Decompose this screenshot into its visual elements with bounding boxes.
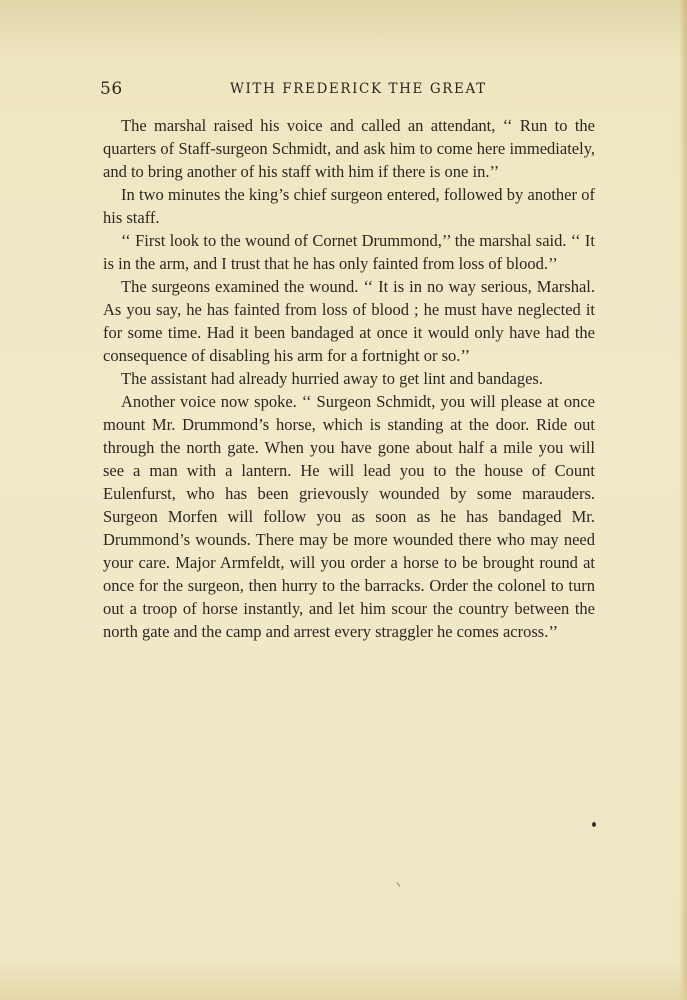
ink-speck <box>592 822 596 827</box>
page-number: 56 <box>100 79 123 99</box>
paragraph-3: ‘‘ First look to the wound of Cornet Drummond,’’ the marshal said. ‘‘ It is in the arm, and I trust that he has only fainted from loss of blood.’’ <box>103 231 595 273</box>
page-shading-top <box>0 0 687 60</box>
running-head: WITH FREDERICK THE GREAT <box>230 81 487 97</box>
paragraph-1: The marshal raised his voice and called an attendant, ‘‘ Run to the quarters of Staff-surgeon Schmidt, and ask him to come here immediately, and to bring another of his staff with him if there is one in.’’ <box>103 116 595 181</box>
page-edge-right <box>679 0 687 1000</box>
body-text <box>103 114 595 643</box>
paragraph-5: The assistant had already hurried away to get lint and bandages. <box>121 369 543 388</box>
ink-mark <box>397 882 401 886</box>
paragraph-2: In two minutes the king’s chief surgeon entered, followed by another of his staff. <box>103 185 595 227</box>
paragraph-4: The surgeons examined the wound. ‘‘ It is in no way serious, Marshal. As you say, he has fainted from loss of blood ; he must have neglected it for some time. Had it been bandaged at once it would only have had the consequence of disabling his arm for a fortnight or so.’’ <box>103 277 595 365</box>
paragraph-6: Another voice now spoke. ‘‘ Surgeon Schmidt, you will please at once mount Mr. Drummond’s horse, which is standing at the door. Ride out through the north gate. When you have gone about half a mile you will see a man with a lantern. He will lead you to the house of Count Eulenfurst, who has been grievously wounded by some marauders. Surgeon Morfen will follow you as soon as he has bandaged Mr. Drummond’s wounds. There may be more wounded there who may need your care. Major Armfeldt, will you order a horse to be brought round at once for the surgeon, then hurry to the barracks. Order the colonel to turn out a troop of horse instantly, and let him scour the country between the north gate and the camp and arrest every straggler he comes across.’’ <box>103 392 595 641</box>
page-shading-bottom <box>0 960 687 1000</box>
page-header <box>100 79 595 101</box>
